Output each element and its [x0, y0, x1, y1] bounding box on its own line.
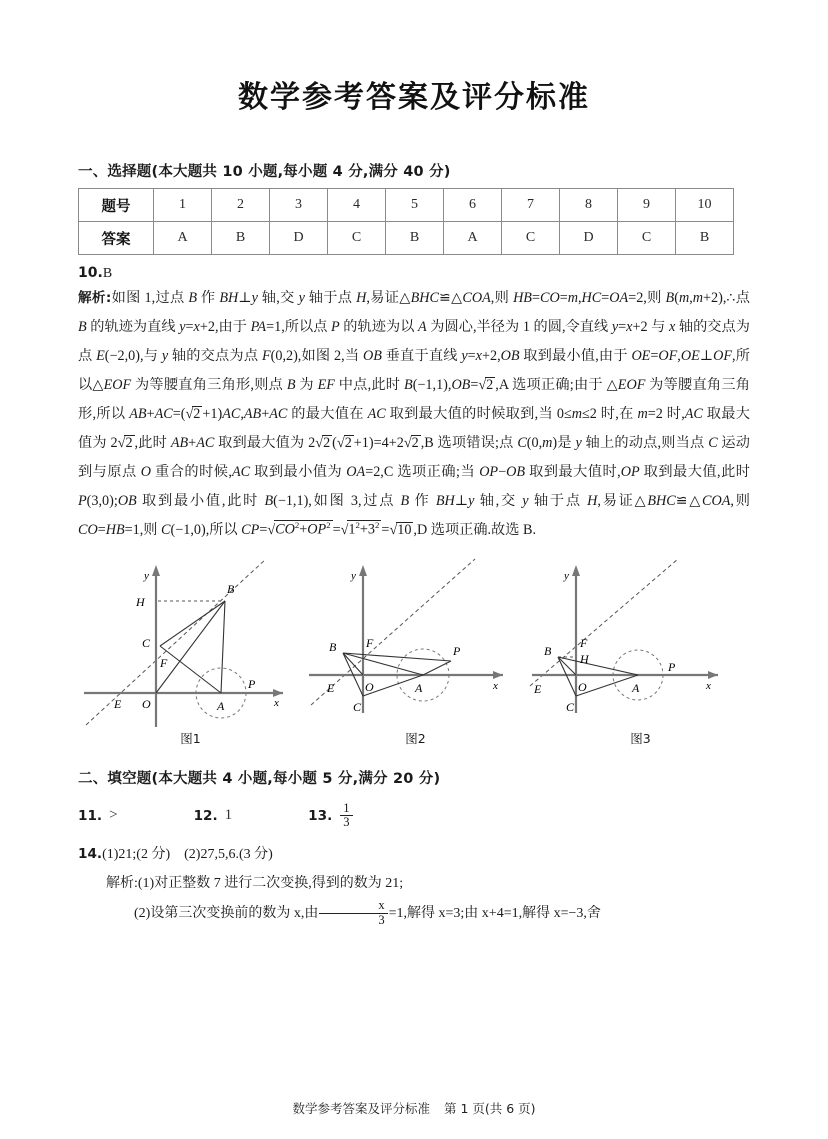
x-axis-arrow [493, 671, 503, 679]
table-cell-answer: C [328, 222, 386, 255]
fill-answers-row [78, 802, 750, 829]
figure-1-label-C: C [142, 636, 151, 650]
table-cell-number: 9 [618, 189, 676, 222]
figure-1-label-F: F [160, 656, 168, 670]
analysis-text: 如图 1,过点 B 作 BH⊥y 轴,交 y 轴于点 H,易证△BHC≌△COA,则 HB=CO=m,HC=OA=2,则 B(m,m+2),∴点 B 的轨迹为直线 y=x+2,由于 PA=1,所以点 P 的轨迹为以 A 为圆心,半径为 1 的圆,令直线 y=x+2 与 x 轴的交点为点 E(−2,0),与 y 轴的交点为点 F(0,2),如图 2,当 OB 垂直于直线 y=x+2,OB 取到最小值,由于 OE=OF,OE⊥OF,所以△EOF 为等腰直角三角形,则点 B 为 EF 中点,此时 B(−1,1),OB=√2 ,A 选项正确;由于 △EOF 为等腰直角三角形,所以 AB+AC=(√2 +1)AC,AB+AC 的最大值在 AC 取到最大值的时候取到,当 0≤m≤2 时,在 m=2 时,AC 取最大值为 2√2 ,此时 AB+AC 取到最大值为 2√2 (√2 +1)=4+2√2 ,B 选项错误;点 C(0,m)是 y 轴上的动点,则当点 C 运动到与原点 O 重合的时候,AC 取到最小值为 OA=2,C 选项正确;当 OP−OB 取到最大值时,OP 取到最大值,此时 P(3,0);OB 取到最小值,此时 B(−1,1),如图 3,过点 B 作 BH⊥y 轴,交 y 轴于点 H,易证△BHC≌△COA,则 CO=HB=1,则 C(−1,0),所以 $CP=√CO^2+OP^2 =√1^2+3^2 =√10$ ,D 选项正确.故选 B. [78, 290, 750, 538]
table-cell-number: 6 [444, 189, 502, 222]
fraction-denominator: 3 [340, 815, 352, 829]
table-cell-number: 8 [560, 189, 618, 222]
figure-3-label-F: F [580, 636, 588, 650]
line-y-equals-x-plus-2 [86, 559, 266, 725]
segment-bc [558, 657, 576, 696]
x-axis-arrow [708, 671, 718, 679]
figure-1-svg [78, 553, 303, 731]
segment-ca [160, 646, 221, 693]
segment-ba [558, 657, 638, 675]
figure-2-axis-x-label: x [493, 680, 498, 692]
figure-2-label-B: B [329, 640, 337, 654]
y-axis-arrow [359, 565, 367, 576]
page-title: 数学参考答案及评分标准 [238, 80, 590, 115]
fill-item-11 [78, 807, 118, 824]
figure-1-label-P: P [248, 677, 256, 691]
table-cell-answer: A [444, 222, 502, 255]
table-cell-number: 5 [386, 189, 444, 222]
figure-3-label-B: B [544, 644, 552, 658]
figure-1-label-A: A [217, 699, 225, 713]
table-cell-number: 10 [676, 189, 734, 222]
figure-1-caption: 图1 [180, 731, 201, 746]
figure-2-label-O: O [365, 680, 374, 694]
figure-3-label-H: H [580, 652, 589, 666]
fraction-denominator: 3 [319, 913, 387, 927]
fill-item-11-number: 11. [78, 807, 103, 824]
figure-1-label-O: O [142, 697, 151, 711]
table-cell-number: 7 [502, 189, 560, 222]
segment-ba [221, 601, 225, 693]
figure-3-axis-y-label: y [564, 570, 569, 582]
figure-2-label-E: E [327, 681, 335, 695]
fraction-numerator: x [378, 898, 385, 913]
table-row-answers [79, 222, 734, 255]
table-cell-number: 3 [270, 189, 328, 222]
fill-item-12-number: 12. [193, 807, 218, 824]
table-cell-number: 2 [212, 189, 270, 222]
table-cell-answer: C [618, 222, 676, 255]
table-cell-answer: D [560, 222, 618, 255]
fill-item-12-value: 1 [224, 807, 233, 824]
x-axis-arrow [273, 689, 283, 697]
question-10-answer [78, 265, 750, 282]
figure-1 [78, 553, 303, 753]
fill-item-12 [194, 807, 233, 824]
figure-3-caption: 图3 [630, 731, 651, 746]
analysis-label: 解析: [78, 290, 112, 306]
question-14-number: 14. [78, 846, 103, 863]
question-14-line-2-text-a: (2)设第三次变换前的数为 x,由 [134, 906, 319, 922]
figure-3 [528, 553, 753, 753]
question-10-analysis [78, 284, 750, 545]
y-axis-arrow [572, 565, 580, 576]
figure-3-label-C: C [566, 700, 575, 714]
figure-2 [303, 553, 528, 753]
y-axis-arrow [152, 565, 160, 576]
question-14-answer [78, 843, 750, 863]
line-y-equals-x-plus-2 [311, 559, 475, 705]
figure-1-label-H: H [136, 595, 145, 609]
table-cell-answer: B [676, 222, 734, 255]
question-14-line-2-text-b: =1,解得 x=3;由 x+4=1,解得 x=−3,舍 [388, 906, 601, 922]
figure-2-label-P: P [453, 644, 461, 658]
figure-3-label-O: O [578, 680, 587, 694]
row-header-question-number: 题号 [79, 189, 154, 222]
footer-title: 数学参考答案及评分标准 [292, 1101, 430, 1116]
figure-2-label-F: F [366, 636, 374, 650]
section-heading-choice: 一、选择题(本大题共 10 小题,每小题 4 分,满分 40 分) [78, 164, 451, 180]
question-10-option: B [102, 266, 113, 281]
question-14-analysis [78, 869, 750, 929]
figure-1-label-B: B [227, 582, 235, 596]
figure-2-label-A: A [415, 681, 423, 695]
question-14-analysis-line-1 [78, 869, 750, 899]
segment-bo [156, 601, 225, 693]
figure-3-label-P: P [668, 660, 676, 674]
table-cell-number: 1 [154, 189, 212, 222]
section-heading-fill: 二、填空题(本大题共 4 小题,每小题 5 分,满分 20 分) [78, 771, 441, 787]
table-cell-answer: B [212, 222, 270, 255]
table-row-numbers [79, 189, 734, 222]
question-14-analysis-line-2 [78, 899, 750, 929]
question-10-number: 10. [78, 265, 103, 281]
fill-item-13 [308, 802, 353, 829]
segment-ap [423, 661, 451, 675]
page-footer [0, 1099, 828, 1117]
figure-3-axis-x-label: x [706, 680, 711, 692]
figure-2-label-C: C [353, 700, 362, 714]
table-cell-answer: B [386, 222, 444, 255]
table-cell-answer: A [154, 222, 212, 255]
figure-group [78, 553, 750, 753]
analysis-label-14: 解析: [106, 876, 138, 892]
figure-3-svg [528, 553, 753, 731]
footer-page-number: 第 1 页(共 6 页) [443, 1101, 536, 1116]
answer-table [78, 188, 734, 255]
table-cell-answer: D [270, 222, 328, 255]
fill-item-13-number: 13. [308, 807, 333, 824]
fill-item-13-fraction [340, 802, 352, 829]
figure-2-svg [303, 553, 528, 731]
figure-2-caption: 图2 [405, 731, 426, 746]
figure-1-axis-x-label: x [274, 697, 279, 709]
question-14-fraction [319, 899, 387, 926]
figure-3-label-A: A [632, 681, 640, 695]
fill-item-11-value: > [109, 807, 118, 824]
question-14-line-1-text: (1)对正整数 7 进行二次变换,得到的数为 21; [137, 876, 404, 892]
table-cell-answer: C [502, 222, 560, 255]
segment-bo [558, 657, 576, 675]
fraction-numerator: 1 [343, 801, 350, 815]
segment-bc [160, 601, 225, 646]
table-cell-number: 4 [328, 189, 386, 222]
figure-1-label-E: E [114, 697, 122, 711]
figure-1-axis-y-label: y [144, 570, 149, 582]
figure-3-label-E: E [534, 682, 542, 696]
question-14-value: (1)21;(2 分) (2)27,5,6.(3 分) [102, 847, 273, 863]
row-header-answer: 答案 [79, 222, 154, 255]
figure-2-axis-y-label: y [351, 570, 356, 582]
